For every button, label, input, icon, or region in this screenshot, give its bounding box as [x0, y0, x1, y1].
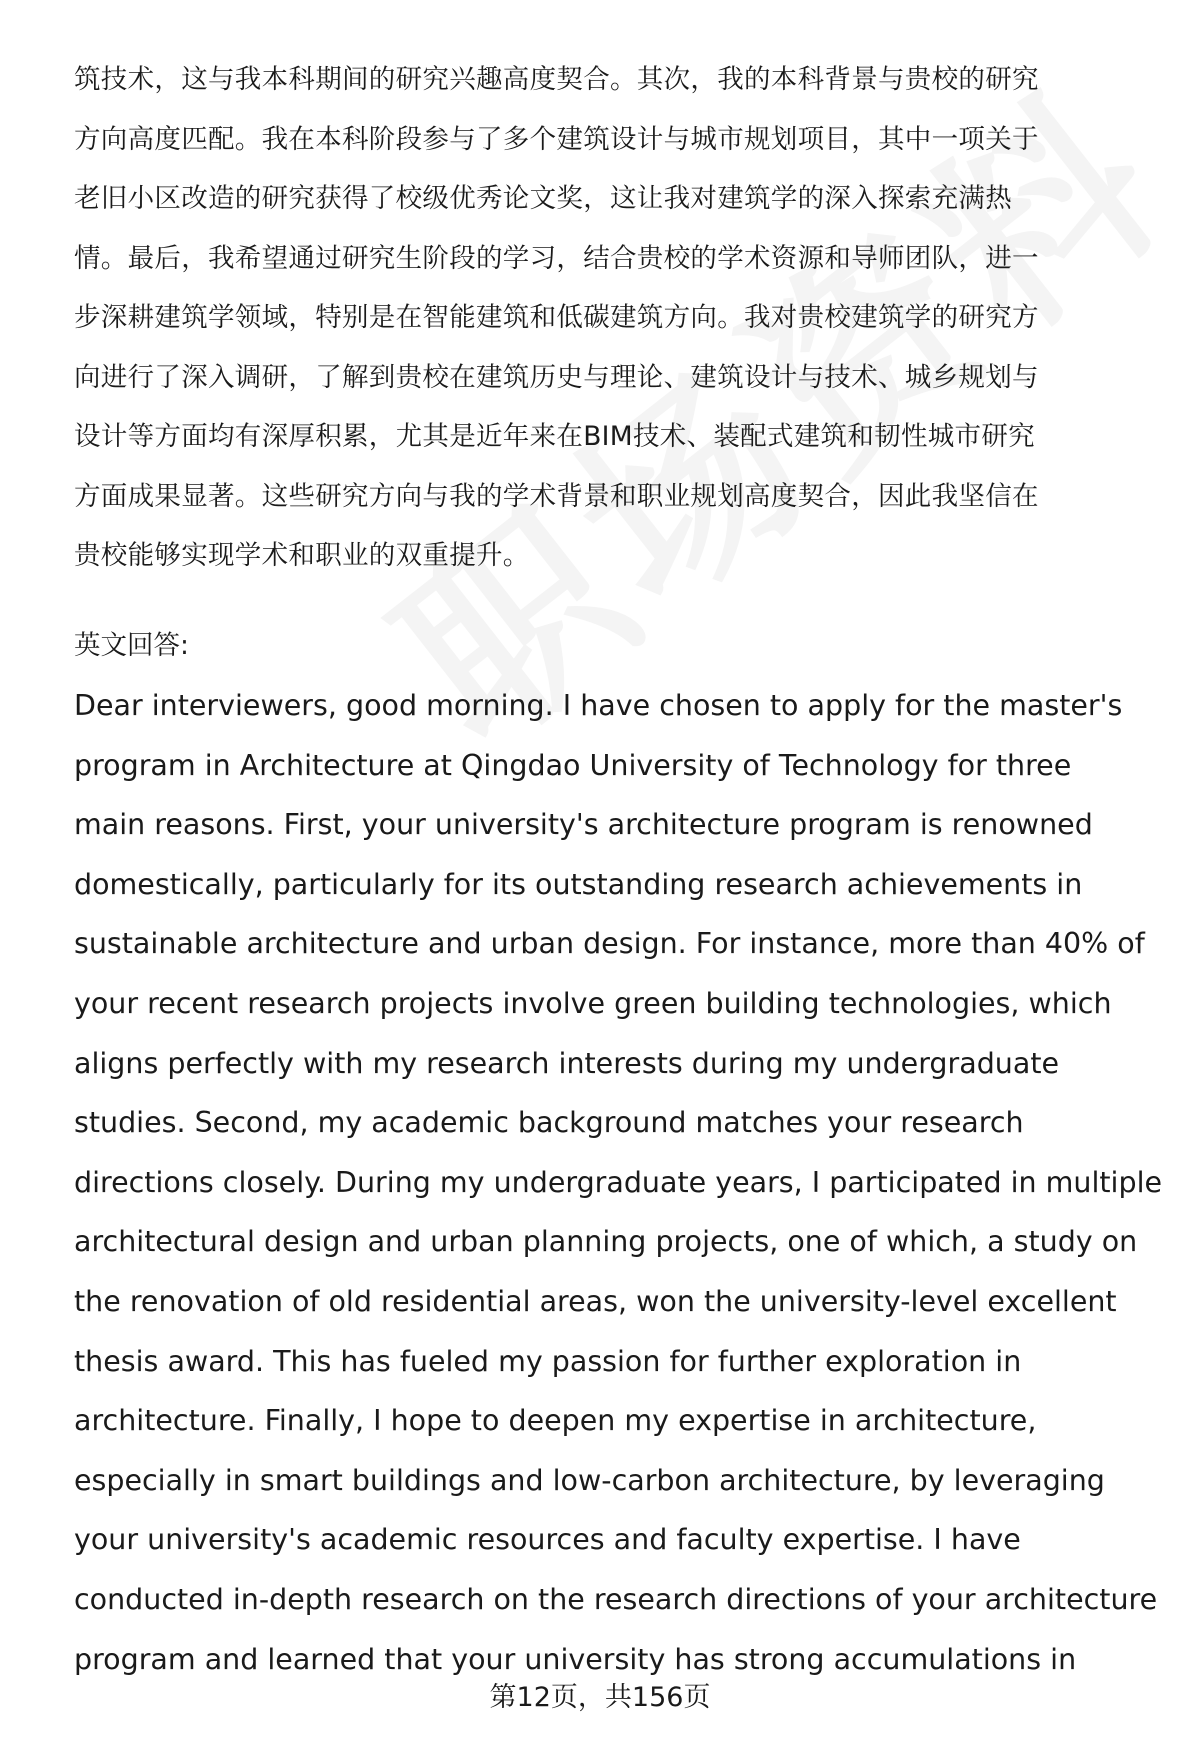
paragraph-line: program and learned that your university has strong accumulations in [74, 1642, 1077, 1676]
paragraph-line: program in Architecture at Qingdao University of Technology for three [74, 748, 1072, 782]
paragraph-line: thesis award. This has fueled my passion for further exploration in [74, 1344, 1022, 1378]
paragraph-line: your recent research projects involve green building technologies, which [74, 986, 1112, 1020]
english-answer-heading: 英文回答: [74, 630, 189, 661]
paragraph-line: 方面成果显著。这些研究方向与我的学术背景和职业规划高度契合，因此我坚信在 [74, 480, 1039, 512]
paragraph-line: 设计等方面均有深厚积累，尤其是近年来在BIM技术、装配式建筑和韧性城市研究 [74, 421, 1035, 452]
paragraph-line: 筑技术，这与我本科期间的研究兴趣高度契合。其次，我的本科背景与贵校的研究 [74, 64, 1039, 95]
paragraph-line: directions closely. During my undergraduate years, I participated in multiple [74, 1165, 1163, 1199]
paragraph-line: domestically, particularly for its outstanding research achievements in [74, 867, 1083, 901]
paragraph-line: 情。最后，我希望通过研究生阶段的学习，结合贵校的学术资源和导师团队，进一 [74, 242, 1039, 274]
page-number-footer: 第12页，共156页 [489, 1682, 711, 1713]
paragraph-line: architecture. Finally, I hope to deepen my expertise in architecture, [74, 1404, 1037, 1438]
paragraph-line: 步深耕建筑学领域，特别是在智能建筑和低碳建筑方向。我对贵校建筑学的研究方 [74, 302, 1039, 333]
paragraph-line: main reasons. First, your university's architecture program is renowned [74, 808, 1093, 842]
paragraph-line: especially in smart buildings and low-carbon architecture, by leveraging [74, 1463, 1105, 1497]
paragraph-line: architectural design and urban planning projects, one of which, a study on [74, 1225, 1138, 1259]
english-answer-paragraph [74, 676, 1164, 1689]
paragraph-line: the renovation of old residential areas, won the university-level excellent [74, 1284, 1117, 1318]
paragraph-line: Dear interviewers, good morning. I have chosen to apply for the master's [74, 689, 1123, 722]
paragraph-line: 向进行了深入调研，了解到贵校在建筑历史与理论、建筑设计与技术、城乡规划与 [74, 361, 1039, 393]
paragraph-line: your university's academic resources and faculty expertise. I have [74, 1523, 1021, 1557]
paragraph-line: aligns perfectly with my research interests during my undergraduate [74, 1046, 1060, 1080]
chinese-answer-paragraph [74, 50, 1154, 586]
paragraph-line: 老旧小区改造的研究获得了校级优秀论文奖，这让我对建筑学的深入探索充满热 [74, 183, 1012, 214]
paragraph-line: studies. Second, my academic background matches your research [74, 1106, 1024, 1140]
paragraph-line: conducted in-depth research on the research directions of your architecture [74, 1582, 1158, 1616]
paragraph-line: 贵校能够实现学术和职业的双重提升。 [74, 540, 530, 571]
paragraph-line: sustainable architecture and urban design. For instance, more than 40% of [74, 927, 1145, 961]
paragraph-line: 方向高度匹配。我在本科阶段参与了多个建筑设计与城市规划项目，其中一项关于 [74, 123, 1039, 155]
